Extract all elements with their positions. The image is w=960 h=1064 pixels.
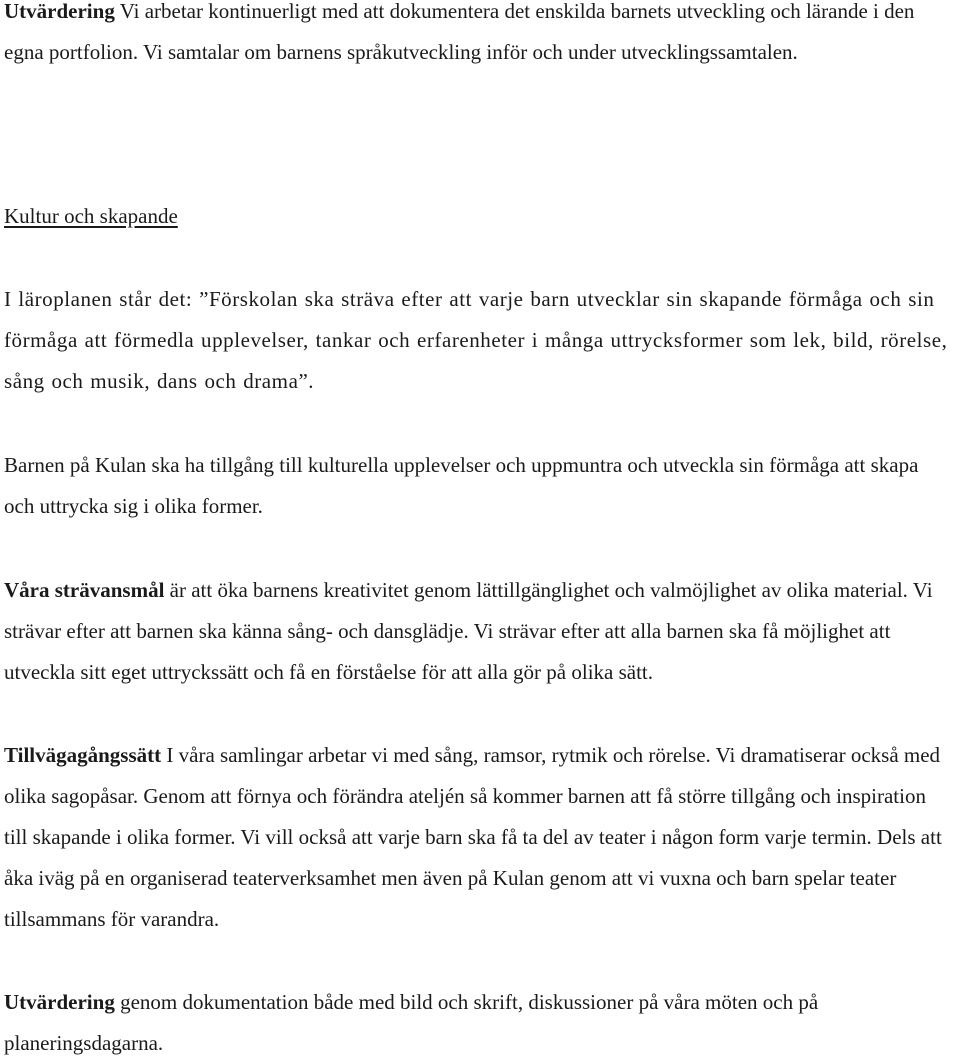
intro-paragraph (4, 0, 952, 73)
evaluation-heading: Utvärdering (4, 990, 115, 1014)
curriculum-quote-paragraph: I läroplanen står det: ”Förskolan ska sträva efter att varje barn utvecklar sin skapande förmåga och sin förmåga att förmedla upplevelser, tankar och erfarenheter i många uttrycksformer som lek, bild, rörelse, sång och musik, dans och drama”. (4, 287, 948, 393)
approach-text: I våra samlingar arbetar vi med sång, ramsor, rytmik och rörelse. Vi dramatiserar också med olika sagopåsar. Genom att förnya och förändra ateljén så kommer barnen att få större tillgång och inspiration till skapande i olika former. Vi vill också att varje barn ska få ta del av teater i någon form varje termin. Dels att åka iväg på en organiserad teaterverksamhet men även på Kulan genom att vi vuxna och barn spelar teater tillsammans för varandra. (4, 743, 942, 931)
goals-paragraph (4, 570, 952, 693)
evaluation-paragraph (4, 982, 952, 1064)
approach-paragraph (4, 735, 952, 940)
approach-heading: Tillvägagångssätt (4, 743, 162, 767)
intro-text: Vi arbetar kontinuerligt med att dokumentera det enskilda barnets utveckling och lärande i den egna portfolion. Vi samtalar om barnens språkutveckling inför och under utvecklingssamtalen. (4, 0, 915, 64)
goals-text: är att öka barnens kreativitet genom lättillgänglighet och valmöjlighet av olika material. Vi strävar efter att barnen ska känna sång- och dansglädje. Vi strävar efter att alla barnen ska få möjlighet att utveckla sitt eget uttryckssätt och få en förståelse för att alla gör på olika sätt. (4, 578, 933, 684)
goals-heading: Våra strävansmål (4, 578, 165, 602)
culture-access-paragraph: Barnen på Kulan ska ha tillgång till kulturella upplevelser och uppmuntra och utveckla sin förmåga att skapa och uttrycka sig i olika former. (4, 453, 919, 518)
section-title: Kultur och skapande (4, 204, 178, 228)
intro-heading: Utvärdering (4, 0, 115, 23)
evaluation-text: genom dokumentation både med bild och skrift, diskussioner på våra möten och på planeringsdagarna. (4, 990, 819, 1055)
